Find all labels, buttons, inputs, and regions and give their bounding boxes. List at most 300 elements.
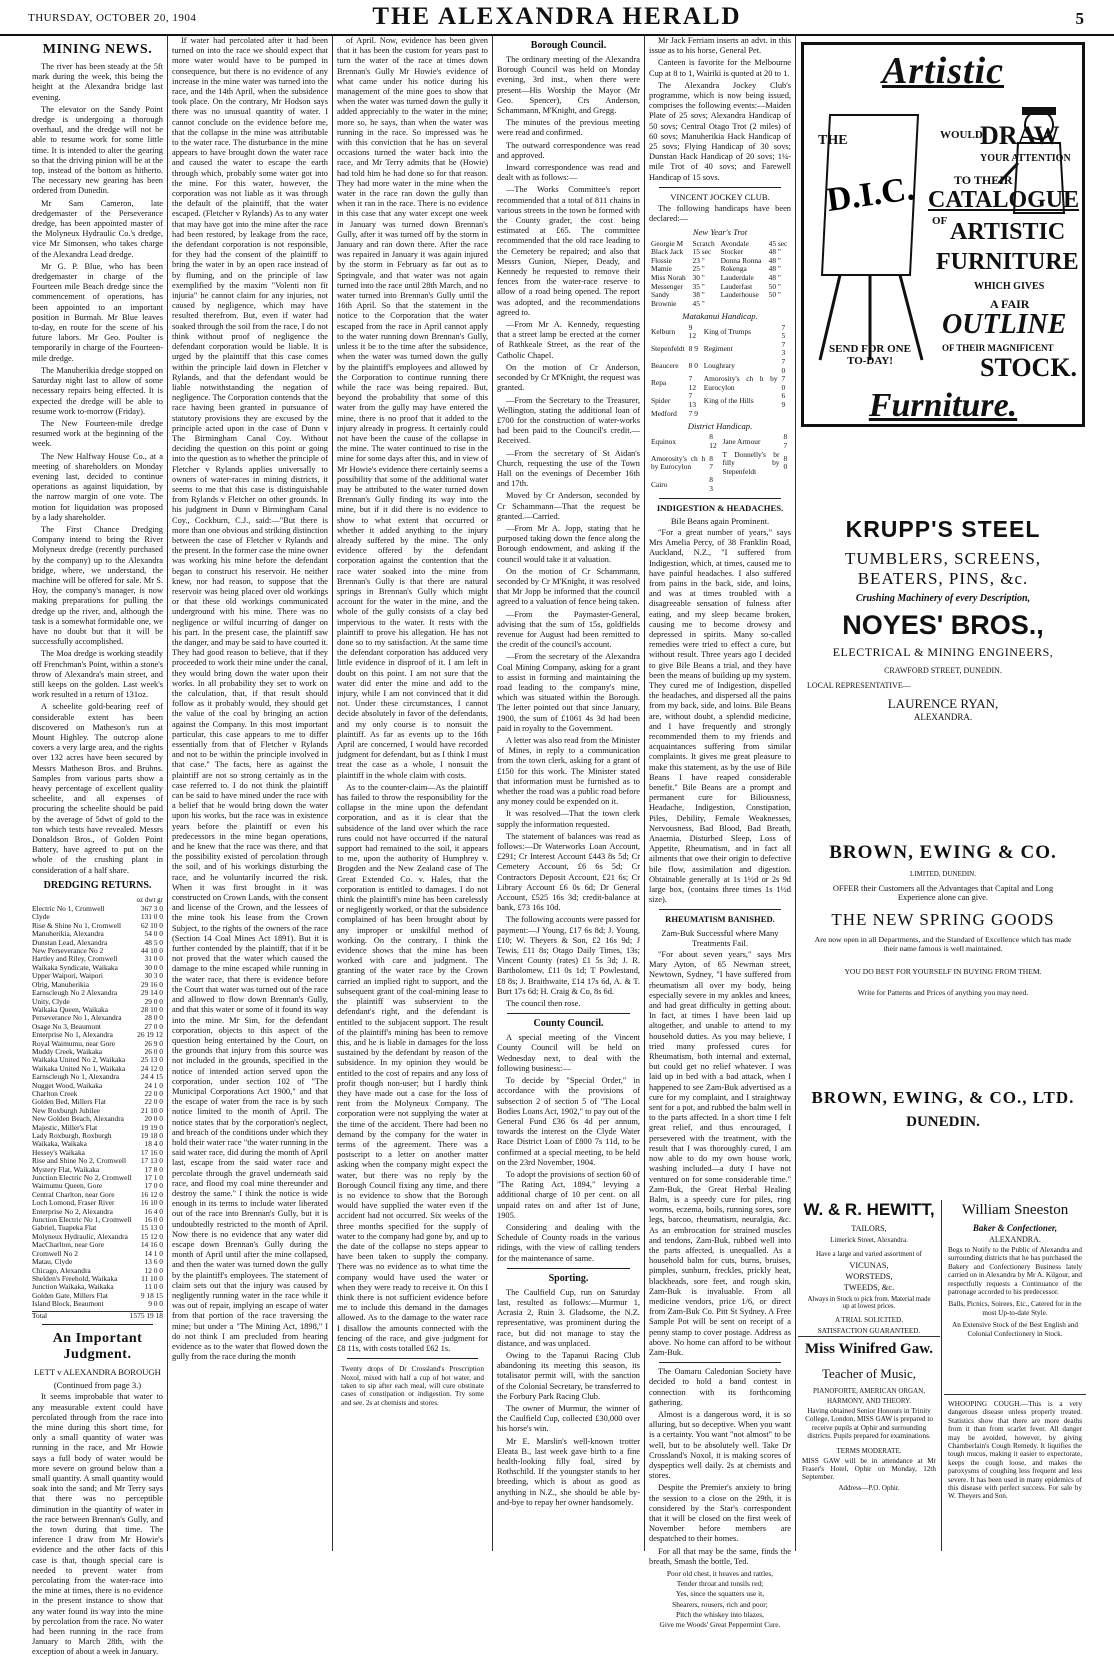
dredge-yield: 17 8 0 bbox=[144, 1164, 163, 1174]
rheumatism-heading: RHEUMATISM BANISHED. bbox=[665, 914, 775, 925]
vjc-heading: VINCENT JOCKEY CLUB. bbox=[670, 191, 770, 202]
dredge-yield: 22 0 0 bbox=[144, 1088, 163, 1098]
horse-name: Stepenfeldt bbox=[651, 344, 685, 354]
horse-name: T Donnelly's br filly by Stepenfeldt bbox=[722, 449, 780, 476]
hewitt-line-3: WORSTEDS, bbox=[845, 1272, 893, 1281]
judgment-heading: An Important Judgment. bbox=[52, 1330, 143, 1362]
sneeston-stock: An Extensive Stock of the Best English and Colonial Confectionery in Stock. bbox=[952, 1321, 1078, 1338]
dredge-name: Rise & Shine No 1, Cromwell bbox=[32, 920, 122, 930]
horse-name: Amorosity's ch h by Eurocylon bbox=[703, 374, 778, 392]
caledonian-note: The Oamaru Caledonian Society have decided to hold a band contest in connection with its forthcoming gathering. bbox=[649, 1367, 791, 1407]
horse-name: Equinox bbox=[651, 436, 677, 446]
verse-line: Shearers, rousers, rich and poor; bbox=[672, 1599, 768, 1609]
dredge-yield: 26 19 12 bbox=[137, 1030, 163, 1040]
dredge-name: Upper Waipori, Waipori bbox=[32, 971, 103, 981]
handicap-value: 7 5 bbox=[781, 322, 786, 341]
dredge-name: Lady Roxburgh, Roxburgh bbox=[32, 1131, 112, 1141]
dredge-yield: 16 12 0 bbox=[140, 1189, 163, 1199]
handicap-row bbox=[649, 341, 791, 358]
dredge-name: Hartley and Riley, Cromwell bbox=[32, 954, 118, 964]
district-heading: District Handicap. bbox=[687, 421, 753, 432]
handicap-value: 48 " bbox=[768, 255, 781, 265]
dic-outline: OUTLINE bbox=[942, 309, 1067, 340]
dredge-name: Olrig, Manuherikia bbox=[32, 979, 90, 989]
dredge-name: Golden Gate, Millers Flat bbox=[32, 1290, 108, 1300]
issue-date: THURSDAY, OCTOBER 20, 1904 bbox=[28, 12, 197, 24]
hewitt-line-2: VICUNAS, bbox=[849, 1261, 889, 1270]
horse-name bbox=[720, 476, 781, 493]
paragraph: The First Chance Dredging Company intend to bring the River Molyneux dredge (recently purchased by the company) up to the Alexandra bridge, where, we understand, the machine will be offered for sale. Mr S. Hoy, the company's manager, is now making preparations for pulling the dredge up the river, and, although the task is a somewhat formidable one, we have no doubt but that it will be successfully accomplished. bbox=[32, 524, 163, 647]
noxol-note: Almost is a dangerous word, it is so alluring, but so deceptive. When you want is a certainty. You want "not almost" to be well, but to be absolutely well. Take Dr Crossland's Noxol, it is making scores of dyspeptics well daily. 2s at chemists and stores. bbox=[649, 1409, 791, 1481]
handicap-value: 7 0 bbox=[781, 374, 786, 392]
paragraph: The owner of Murmur, the winner of the Caulfield Cup, collected £30,000 over his horse's win. bbox=[497, 1403, 640, 1434]
sporting-notes bbox=[649, 36, 791, 183]
dredge-yield: 18 4 0 bbox=[144, 1139, 163, 1149]
paragraph: On the motion of Cr Schammann, seconded by Cr M'Knight, it was resolved that Mr Jopp be informed that the council agreed to a valuation of fence being taken. bbox=[497, 566, 640, 607]
handicap-value: 48 " bbox=[768, 247, 781, 257]
dredge-yield: 54 0 0 bbox=[144, 929, 163, 939]
dredge-yield: 15 12 0 bbox=[140, 1231, 163, 1241]
handicap-row bbox=[649, 451, 791, 477]
new-years-trot-heading: New Year's Trot bbox=[692, 227, 748, 238]
paragraph: A special meeting of the Vincent County Council will be held on Wednesday next, to deal with the following business:— bbox=[497, 1033, 640, 1073]
paragraph: The New Fourteen-mile dredge resumed work at the beginning of the week. bbox=[32, 418, 163, 449]
paragraph: —From the secretary of the Alexandra Coal Mining Company, asking for a grant to assist in forming and maintaining the road leading to the company's mine, which was situated within the Borough. The letter pointed out that since January, 1900, the sum of £1061 4s 3d had been paid in royalty to the Government. bbox=[497, 652, 640, 733]
paragraph: —From the Secretary to the Treasurer, Wellington, stating the additional loan of £700 for the construction of water-works had been paid to the Council's credit.—Received. bbox=[497, 395, 640, 446]
paragraph: —From Mr A. Jopp, stating that he purposed taking down the fence along the Borough endowment, and asking if the council would take it at valuation. bbox=[497, 523, 640, 564]
krupp-line-3: Crushing Machinery of every Description, bbox=[855, 593, 1031, 604]
dredge-yield: 15 13 0 bbox=[140, 1223, 163, 1233]
horse-name: Lauderdale bbox=[720, 273, 754, 283]
dic-a-fair: A FAIR bbox=[990, 297, 1030, 311]
borough-council-heading: Borough Council. bbox=[530, 40, 607, 51]
handicap-value: 30 " bbox=[692, 273, 705, 283]
gaw-ad bbox=[798, 1336, 940, 1551]
dredge-name: Molyneux Hydraulic, Alexandra bbox=[32, 1231, 128, 1241]
horse-name: Mamie bbox=[651, 264, 672, 274]
whooping-cough-text: WHOOPING COUGH.—This is a very dangerous disease unless properly treated. Statistics show that there are more deaths from it than from scarlet fever. All danger may be avoided, however, by giving Chamberlain's Cough Remedy. It liquifies the tough mucus, making it easier to expectorate, keeps the cough loose, and makes the paroxysms of coughing less frequent and less severe. It has been used in many epidemics of this disease with perfect success. For sale by W. Theyers and Son. bbox=[948, 1400, 1082, 1501]
handicap-value: 50 " bbox=[768, 281, 781, 291]
horse-name: Stocker bbox=[720, 247, 744, 257]
horse-name: Georgie M bbox=[651, 238, 684, 248]
paragraph: "For a great number of years," says Mrs Amelia Percy, of 38 Franklin Road, Auckland, N.Z., "I suffered from Indigestion, which, at times, caused me to have painful headaches. I also suffered from pains in the back, side, and loins, and was at times troubled with a disagreeable sensation of fulness after eating, and my sleep became broken, causing me to become drowsy and depressed in spirits. Many so-called remedies were tried to effect a cure, but without result. Three years ago I decided to give Bile Beans a trial, and they have been the means of building up my system. They cured me of Indigestion, dispelled the headaches, and dispersed all the pains from my back, side, and loins. Bile Beans are, without doubt, a splendid medicine, and I have frequently and strongly recommended them to my friends and acquaintances suffering from similar complaints. It gives me great pleasure to make this statement, as by the use of Bile Beans I have reaped considerable benefit." Bile Beans are a prompt and permanent cure for Biliousness, Headache, Indigestion, Constipation, Piles, Debility, Female Weaknesses, Nervousness, Bad Blood, Bad Breath, Anaemia, Disturbed Sleep, Loss of Appetite, Rheumatism, and in fact all ailments that owe their origin to defective bile flow, assimilation and digestion. Obtainable generally at 1s 1½d or 2s 9d large box, (contains three times 1s 1½d size). bbox=[649, 527, 791, 905]
column-mining-news bbox=[28, 36, 167, 1657]
dic-artistic: ARTISTIC bbox=[950, 219, 1066, 245]
dredge-yield: 25 13 0 bbox=[140, 1055, 163, 1065]
handicap-value: 9 12 bbox=[688, 322, 697, 341]
paragraph: The ordinary meeting of the Alexandra Borough Council was held on Monday evening, 3rd inst., when there were present—His Worship the Mayor (Mr Geo. Spencer), Crs Anderson, Schammann, M'Knight, and Gregg. bbox=[497, 55, 640, 116]
dredge-yield: 28 10 0 bbox=[140, 1004, 163, 1014]
handicap-value: 8 0 bbox=[783, 453, 788, 472]
dredge-name: Gabriel, Tuapeka Flat bbox=[32, 1223, 97, 1233]
dredge-yield: 48 5 0 bbox=[144, 937, 163, 947]
dredge-name: Muddy Creek, Waikaka bbox=[32, 1046, 103, 1056]
column-judgment-end bbox=[333, 36, 492, 1551]
paragraph: On the motion of Cr Anderson, seconded by Cr M'Knight, the request was granted. bbox=[497, 362, 640, 393]
horse-name: Spider bbox=[651, 395, 671, 405]
masthead bbox=[0, 0, 1114, 36]
dredge-yield: 44 10 0 bbox=[140, 946, 163, 956]
column-local-news bbox=[493, 36, 644, 1551]
dredge-name: Unity, Clyde bbox=[32, 996, 70, 1006]
handicap-value: 8 9 bbox=[688, 344, 698, 354]
handicap-row bbox=[649, 375, 791, 392]
judgment-continued: (Continued from page 3.) bbox=[53, 1380, 142, 1391]
handicap-value bbox=[780, 410, 791, 419]
handicap-value: 8 7 bbox=[783, 432, 788, 450]
dredge-name: Enterprise No 2, Alexandra bbox=[32, 1206, 113, 1216]
handicap-row bbox=[649, 324, 791, 341]
verse-line: Give me Woods' Great Peppermint Cure. bbox=[659, 1620, 781, 1630]
dredge-yield: 29 16 0 bbox=[140, 979, 163, 989]
horse-name: Medford bbox=[651, 408, 677, 418]
dredge-yield: 14 16 0 bbox=[140, 1240, 163, 1250]
dredge-name: New Roxburgh Jubilee bbox=[32, 1105, 101, 1115]
gaw-terms: TERMS MODERATE. bbox=[836, 1446, 902, 1455]
brown-ewing-ltd-ad bbox=[801, 1088, 1085, 1148]
dredge-name: Clyde bbox=[32, 912, 50, 922]
dredge-yield: 16 4 0 bbox=[144, 1206, 163, 1216]
handicap-value: 23 " bbox=[692, 255, 705, 265]
hewitt-line-4: TWEEDS, &c. bbox=[843, 1283, 895, 1292]
verse-line: Pitch the whiskey into blazes, bbox=[675, 1609, 765, 1619]
verse-line: Tender throat and tonsils red; bbox=[676, 1579, 764, 1589]
dredge-yield: 19 18 0 bbox=[140, 1131, 163, 1141]
horse-name bbox=[719, 300, 767, 309]
sporting-body bbox=[497, 1288, 640, 1508]
paragraph: "For about seven years," says Mrs Mary Ayton, of 65 Newman street, Newtown, Sydney, "I have suffered from rheumatism all over my body, being especially severe in my ankles and knees, and had great difficulty in getting about. In fact, at times I have been laid up altogether, and unable to attend to my household duties. As you may believe, I tried many professed cures for Rheumatism, both internal and external, but could get no relief whatever. I was laid up in bed with a bad attack, when I happened to see Zam-Buk advertised as a cure for my complaint, and I straightway sent for a pot, and rubbed the balm well in to the parts affected. In a short time I felt great relief, and thus encouraged, I persevered with the treatment, with the result that I was thoroughly cured, I am now able to do my own house work, washing included—a duty I have not ventured on for some considerable time." Zam-Buk, the Great Herbal Healing Balm, is a speedy cure for piles, ring worms, eczema, boils, running sores, sore legs, barcoo, rheumatism, neuralgia, &c. As an embrocation for strained muscles and tendons, Zam-Buk, rubbed well into the parts affected, is unequalled. As a household balm for cuts, burns, bruises, pimples, sunburn, freckles, prickly heat, blackheads, sore feet, and rough skin, Zam-Buk is invaluable. From all medicine vendors, price 1/6, or direct from Zam-Buk Co. Pitt St Sydney. A Free Sample Pot will be sent on receipt of a penny stamp to cover postage. Address as above. No home can afford to be without Zam-Buk. bbox=[649, 950, 791, 1357]
paragraph: A scheelite gold-bearing reef of considerable extent has been discovered on Matheson's run at Mount Highley. The outcrop alone covers a very large area, and the rights over 132 acres have been secured by Messrs Matheson Bros. and Bruhns. Samples from various parts show a heavy percentage of excellent quality scheelite, and all expenses of procuring the scheelite should be paid by the average of 5dwt of gold to the ton which tests have revealed. Messrs Donaldson Bros., of Golden Point Battery, have agreed to put on the whole of the crushing plant in consideration of a half share. bbox=[32, 702, 163, 875]
furniture-banner: Furniture. bbox=[868, 387, 1018, 424]
return-row bbox=[32, 1300, 163, 1308]
returns-total-row bbox=[32, 1311, 163, 1320]
dredge-yield: 14 1 0 bbox=[144, 1248, 163, 1258]
brown-ewing-sub: LIMITED, DUNEDIN. bbox=[910, 870, 976, 878]
paragraph: It was resolved—That the town clerk supply the information requested. bbox=[497, 809, 640, 829]
matakanui-table bbox=[649, 324, 791, 419]
judgment-body-end bbox=[337, 36, 488, 1354]
brown-ewing-title: BROWN, EWING & CO. bbox=[829, 842, 1057, 863]
paragraph: Considering and dealing with the Schedule of County roads in the various ridings, with the view of calling tenders for the maintenance of same. bbox=[497, 1222, 640, 1263]
dredge-name: Majestic, Miller's Flat bbox=[32, 1122, 98, 1132]
dredge-yield: 17 13 0 bbox=[140, 1156, 163, 1166]
newspaper-title: THE ALEXANDRA HERALD bbox=[372, 3, 742, 30]
paragraph: The Alexandra Jockey Club's programme, which is now being issued, comprises the following events:—Maiden Plate of 25 sovs; Alexandra Handicap of 50 sovs; Central Otago Trot (2 miles) of 60 sovs; Manuherikia Hack Handicap of 25 sovs; Flying Handicap of 30 sovs; Dunstan Hack Handicap of 20 sovs; 1¼-mile Trot of 40 sovs; and Farewell Handicap of 15 sovs. bbox=[649, 80, 791, 182]
handicap-row bbox=[649, 300, 791, 309]
dredge-name: Island Block, Beaumont bbox=[32, 1299, 104, 1309]
new-years-trot-table bbox=[649, 240, 791, 309]
column-notices bbox=[645, 36, 795, 1630]
brown-ewing-offer: OFFER their Customers all the Advantages that Capital and Long Experience alone can give. bbox=[832, 884, 1054, 902]
dredge-name: Dunstan Lead, Alexandra bbox=[32, 937, 108, 947]
horse-name: Messenger bbox=[651, 281, 684, 291]
returns-total-label: Total bbox=[32, 1310, 48, 1320]
handicap-value: 7 13 bbox=[688, 391, 697, 409]
rheumatism-subheading: Zam-Buk Successful where Many Treatments Fail. bbox=[661, 927, 779, 948]
dredge-name: Junction Waikaka, Waikaka bbox=[32, 1282, 114, 1292]
paragraph: of April. Now, evidence has been given that it has been the custom for years past to turn the water of the race at times down Brennan's Gully Mr Howie's evidence of what came under his notice during his management of the mine goes to show that when the water was turned down the gully it added appreciably to the water in the mine; more so, he says, than when the water was running in the race. So impressed was he with this conviction that he has on several occasions turned the water back into the race, and Mr Terry admits that he (Howie) had told him he had done so for that reason. They had more water in the mine when the water in the race ran down the gully than when it ran in the race. There is no evidence in this case that any water except one week in January was turned down Brennan's Gully, after it was turned off by the storm in January and ran down there. After the race was repaired in January it was again injured by the storm in February as far out as to Springvale, and that water was not again turned into the race until 28th March, and no water turned into Brennan's Gully until the 16th April. So that the statement in the notice to the Corporation that the water escaped from the race in April cannot apply to the water running down Brennan's Gully, unless it be to the time after the subsidence, when the water was turned down the gully by the plaintiff's employees and allowed by the Corporation to continue running there while the race was being repaired. But, beyond the probability that some of this water from the gully may have entered the mine, there is no proof that it added to the injury already in progress. It certainly could not have been the cause of the collapse in the mine. The water continued to rise in the mine for some days after this, and in view of Mr Howie's evidence there certainly seems a possibility that some of the additional water may be attributed to the water turned down Brennan's Gully finding its way into the mine, but if it did there is no evidence to show to what extent that occurred or whether it added anything to the injury already suffered by the mine. The only evidence offered by the defendant corporation against the contention that the race water soaked into the mine from Brennan's Gully is that there are natural springs in Brennan's Gully which might account for the water in the mine, and the whole of the gully consists of a clay bed impervious to the water. It rests with the plaintiff to prove his allegation. He has not done so to my satisfaction. At the same time the defendant corporation has adduced very little evidence in disproof of it. I am left in doubt on this point. I am not sure that the water did enter the mine and add to the injury, while I am not convinced that it did not. Under these circumstances, I cannot decide absolutely in favor of the defendants, and my only course is to nonsuit the plaintiff. As far as events up to the 16th April are concerned, I would have recorded judgment for defendant, but as I think I must treat the case as a whole, I nonsuit the plaintiff in the whole claim with costs. bbox=[337, 36, 488, 780]
dredging-returns-table bbox=[32, 905, 163, 1309]
whooping-cough-notice bbox=[944, 1394, 1086, 1551]
sneeston-body: Begs to Notify to the Public of Alexandra and surrounding districts that he has purchased the Bakery and Confectionery Business lately carried on in Alexandra by Mr A. Kilgour, and respectfully requests a Continuance of the patronage accorded to his predecessor. bbox=[948, 1246, 1082, 1297]
horse-name: Kelburn bbox=[651, 326, 676, 336]
handicap-value: 8 0 bbox=[688, 361, 698, 371]
dredge-yield: 30 3 0 bbox=[144, 971, 163, 981]
dredge-name: Nugget Wood, Waikaka bbox=[32, 1080, 103, 1090]
horse-name: Miss Norah bbox=[651, 273, 686, 283]
brown-ewing-ltd-town: DUNEDIN. bbox=[906, 1114, 980, 1130]
dredge-yield: 131 0 0 bbox=[140, 912, 163, 922]
local-rep-town: ALEXANDRA. bbox=[913, 712, 973, 722]
dredge-yield: 9 18 15 bbox=[140, 1290, 163, 1300]
horse-name: Beaucere bbox=[651, 361, 679, 371]
paragraph: The Caulfield Cup, run on Saturday last, resulted as follows:—Murmur 1, Acrasia 2, Ruin 3. Gladsome, the N.Z. representative, was prominent during the race, but did not manage to stay the distance, and was unplaced. bbox=[497, 1287, 640, 1348]
indigestion-subheading: Bile Beans again Prominent. bbox=[670, 515, 770, 526]
handicap-value: 35 " bbox=[692, 281, 705, 291]
write-for-patterns: Write for Patterns and Prices of anything you may need. bbox=[857, 988, 1029, 997]
paragraph: The following accounts were passed for payment:—J Young, £17 6s 8d; J. Young, £10; W. Theyers & Son, £2 16s 9d; J Tewis, £11 8s; Otago Daily Times, 13s; Vincent County (rates) £1 5s 3d; J. R. Bartholomew, £11 0s 1d; T Powlestand, £8 8s; J. Braithwaite, £14 17s 6d, A. & T. Burt 17s 6d; H. Craig & Co, 8s 6d. bbox=[497, 915, 640, 996]
dredge-name: Rise and Shine No 2, Cromwell bbox=[32, 1156, 127, 1166]
gaw-sub: Teacher of Music, bbox=[821, 1366, 917, 1381]
handicap-value: 50 " bbox=[768, 290, 781, 300]
hewitt-line-7: SATISFACTION GUARANTEED. bbox=[817, 1327, 921, 1335]
paragraph: The council then rose. bbox=[506, 999, 581, 1009]
noxol-notice: Twenty drops of Dr Crossland's Prescription Noxol, mixed with half a cup of hot water, and taken to sip after each meal, will cure obstinate cases of constipation or indigestion. Try some and see. 2s at chemists and stores. bbox=[341, 1365, 484, 1407]
borough-council-body bbox=[497, 55, 640, 1009]
hewitt-line-1: Have a large and varied assortment of bbox=[816, 1250, 922, 1258]
dredge-yield: 367 3 0 bbox=[140, 904, 163, 914]
paragraph: Moved by Cr Anderson, seconded by Cr Schammann—That the request be granted.—Carried. bbox=[497, 491, 640, 521]
sneeston-town: ALEXANDRA. bbox=[989, 1235, 1041, 1244]
paragraph: Mr Sam Cameron, late dredgemaster of the Perseverance dredge, has been appointed master of the Molyneux Hydraulic Co.'s dredge, vice Mr Simonsen, who takes charge of the Alexandra Lead dredge. bbox=[32, 198, 163, 259]
paragraph: If water had percolated after it had been turned on into the race we should expect that more water would have to be pumped in consequence, but there is no evidence of any increase in the mine water was turned into the race, and the 14th April, when the subsidence took place. On the contrary, Mr Hodson says there was no unusual quantity of water. I cannot conclude on the evidence before me, that the collapse in the mine was attributable to the water race. The disturbance in the mine appears to have brought down the water race and caused the water to escape the earth through which, probably some water got into the mine. For this water, however, the corporation was not liable as it was through the default of the plaintiff, that the water escaped. (Fletcher v Rylands) As to any water that may have got into the mine after the race had been restored, by leakage from the race, the defendant corporation is not responsible, for they had the consent of the plaintiff to bring the water in by an open race instead of by fluming, and on the principle of law exemplified by the maxim "Volenti non fit injuria" he cannot claim for any injuries, not caused by negligence, which may have resulted therefrom. But, even if water had soaked through the soil from the race, I do not think without proof of negligence the defendant corporation would be liable. It is urged by the plaintiff that this case comes within the principle laid down in Fletcher v Rylands, and that the defendant would be liable notwithstanding the negation of negligence. The Corporation contends that the race having been granted in pursuance of statutory provisions they are excused by the principle acted upon in the case of Dunn v The Birmingham Canal Coy. Without deciding the question on this point or going into the question as to whether the principle of Fletcher v Rylands applies universally to owners of water-races in mining districts, it seems to me that this case is distinguishable from Rylands v Fletcher on other grounds. In his judgment in Dunn v Birmingham Canal Coy., Cockburn, C.J., said:—"But there is more than one obvious and striking distinction between the case of Fletcher v Rylands and the present. In the former case the mine owner was working his mine before the defendant began to construct his reservoir. He neither knew, nor had reason, to suppose that the reservoir was being placed over old workings or that these old workings communicated underground with his mine. There was no negligence or wilful incurring of danger on his part. In the present case, the plaintiff saw the danger, and may be said to have courted it. They had good reason to believe, that if they proceeded to work their mine under the canal, they would bring down the water upon their works. In all probability they set to work on the calculation, that, if that result should follow as it probably would, they should get the value of the coal by bringing an action against the Company. In this most important particular, this case appears to me to differ essentially from that of Fletcher v Rylands and not to be within the principle involved in that case." The facts, here as against the plaintiff are not so strong certainly as in the case referred to. I do not think the plaintiff can be said to have mined under the race with a belief that he would bring down the water upon his works, but the race was in existence years before the plaintiff or even his predecessors in the mine began operations, and he knew that the race was there, and that the possibility existed of percolation through the soil, and of his workings disturbing the race, and he voluntarily incurred the risk. When it was first brought in it was constructed on Crown Lands, with the consent and license of the Crown, and the lessees of the mine took his lease from the Crown Subject, to the rights of the owners of the race (Section 14 Coal Mines Act 1891). But it is further contended by the plaintiff, that if it be not proved that the water which caused the damage to the mine escaped while running in the water race, that there is evidence before the Court that water was turned out of the race and allowed to flow down Brennan's Gully, and that this water or some of it found its way into the mine. Mr Sim, for the defendant corporation, objects to this aspect of the question being entertained by the Court, on the grounds that injury from this source was not included in the grounds, specified in the notice of intended action served upon the corporation, under section 102 of "The Municipal Corporations Act 1900," and that the escape of water from the race is by such notice limited to the month of April. The notice states that by the corporation's neglect, and breach of the conditions under which they hold their water race "the water running in the said water race, did during the month of April last, escape from the said water race and percolate through the gravel underneath said race, and flood my coal mine thereunder and destroy the same." I think the notice is wide enough in its terms to include water liberated out of the race into Brennan's Gully, but it is undoubtedly restricted to the month of April. Now there is no evidence that any water did escape down Brennan's Gully during the month of April until after the mine collapsed, and then the water was turned down the gully by the plaintiff's employees. The statement of claim sets out that the injury was caused by negligently running water in the race while it was out of repair, implying an escape of water from that portion of the race traversing the mine; but under a "The Mining Act, 1898," I do not think I am precluded from hearing evidence as to the water that flowed down the gully from the race during the month bbox=[172, 36, 328, 1362]
paragraph: The elevator on the Sandy Point dredge is undergoing a thorough overhaul, and the dredge will not be able to resume work for some little time. It is intended to alter the gearing so that the driving pinion will be at the top, instead of the bottom as hitherto. The necessary new gearing has been ordered from Dunedin. bbox=[32, 104, 163, 196]
dredge-name: MacCharlton, near Gore bbox=[32, 1240, 105, 1250]
horse-name: Regiment bbox=[703, 344, 733, 354]
dredge-yield: 27 0 0 bbox=[144, 1021, 163, 1031]
noyes-trade: ELECTRICAL & MINING ENGINEERS, bbox=[832, 645, 1054, 659]
dredge-yield: 26 9 0 bbox=[144, 1038, 163, 1048]
gaw-title: Miss Winifred Gaw. bbox=[805, 1341, 933, 1357]
returns-unit: oz dwt gr bbox=[136, 895, 163, 904]
dredge-name: Cromwell No 2 bbox=[32, 1248, 78, 1258]
dic-draw: DRAW bbox=[980, 121, 1060, 150]
paragraph: —From the secretary of St Aidan's Church, requesting the use of the Town Hall on the evenings of December 16th and 17th. bbox=[497, 448, 640, 489]
brown-ewing-ltd-title: BROWN, EWING, & CO., LTD. bbox=[811, 1088, 1075, 1107]
noyes-title: NOYES' BROS., bbox=[842, 610, 1044, 640]
paragraph: Mr G. P. Blue, who has been dredgemaster in charge of the Fourteen mile Beach dredge since the commencement of operations, has been appointed to an important position in Burmah. Mr Blue leaves to-day, en route for the scene of his future labors. Mr Geo. Poulter is temporarily in charge of the Fourteen-mile dredge. bbox=[32, 261, 163, 363]
dredge-name: Shelden's Freehold, Waikaka bbox=[32, 1273, 118, 1283]
dredge-yield: 20 0 0 bbox=[144, 1114, 163, 1124]
handicap-value: 48 " bbox=[768, 264, 781, 274]
sneeston-balls: Balls, Picnics, Soirees, Etc., Catered for in the most Up-to-date Style. bbox=[948, 1300, 1082, 1317]
paragraph: Mr E. Marslin's well-known trotter Eleata B., last week gave birth to a fine health-looking filly foal, sired by Rothschild. If the youngster stands to her breeding, which is about as good as anything in N.Z., she should be able by-and-bye to repay her owner handsomely. bbox=[497, 1436, 640, 1507]
judgment-subtitle: LETT v ALEXANDRA BOROUGH bbox=[34, 1366, 161, 1377]
dredge-yield: 12 0 0 bbox=[144, 1265, 163, 1275]
krupp-line-2: BEATERS, PINS, &c. bbox=[857, 569, 1029, 588]
horse-name: Lauderfast bbox=[720, 281, 753, 291]
session-note: Despite the Premier's anxiety to bring the session to a close on the 29th, it is considered by the Star's correspondent that it will be closed on the first week of November before members are despatched to their homes. bbox=[649, 1483, 791, 1544]
handicap-value: 7 3 bbox=[781, 339, 786, 358]
paragraph: The statement of balances was read as follows:—Dr Waterworks Loan Account, £291; Cr Interest Account £443 8s 5d; Cr Cemetery Account, £6 6s 5d; Cr Contractors Deposit Account, £21 6s; Cr Library Account £6 0s 6d; Dr General Account, £525 16s 3d; credit-balance at bank, £73 16s 10d. bbox=[497, 831, 640, 913]
dredge-name: Earnscleugh No 1, Alexandra bbox=[32, 1072, 120, 1082]
county-council-body bbox=[497, 1033, 640, 1263]
gaw-line-2: HARMONY, AND THEORY. bbox=[826, 1397, 912, 1405]
column-rule bbox=[795, 36, 796, 1551]
dredge-name: New Perseverance No 2 bbox=[32, 946, 104, 956]
dredge-name: Earnscleugh No 2 Alexandra bbox=[32, 988, 118, 998]
verse bbox=[649, 1569, 791, 1630]
dic-send: SEND FOR ONE TO-DAY! bbox=[829, 343, 911, 367]
handicap-value: 45 sec bbox=[768, 238, 788, 248]
verse-lead: For all that may be the same, finds the breath, Smash the bottle, Ted. bbox=[649, 1546, 791, 1566]
dredge-name: Royal Waimumu, near Gore bbox=[32, 1038, 116, 1048]
handicap-value: 6 9 bbox=[781, 391, 786, 409]
paragraph: —From Mr A. Kennedy, requesting that a street lamp be erected at the corner of Rathkeale Street, as the rear of the Catholic Chapel. bbox=[497, 320, 640, 360]
dredge-name: Enterprise No 1, Alexandra bbox=[32, 1030, 113, 1040]
dic-attention: YOUR ATTENTION bbox=[980, 153, 1071, 164]
horse-name: Rokenga bbox=[720, 264, 747, 274]
dredge-yield: 21 10 0 bbox=[140, 1105, 163, 1115]
horse-name: Donna Ronna bbox=[720, 255, 762, 265]
district-table bbox=[649, 433, 791, 493]
verse-line: Yes, since the squatters use it, bbox=[675, 1589, 765, 1599]
paragraph: It seems improbable that water to any measurable extent could have percolated through from the race into the mine during this short time, for only a small quantity of water was running in the race, and Mr Howie says a full body of water would be more severe on ground below than a small quantity. A small quantity would soak into the sand; and Mr Terry says that there was no perceptible diminution in the quantity of water in the race between Brennan's Gully, and the town during that time. The inference I draw from Mr Howie's evidence and the other facts of this case is that, though special care is needed to prevent water from percolating from the water-race into the mine at times, there is no evidence in the present instance to show that any water found its way into the mine by percolation from the race. No water had been running in the race from January to March 28th, with the exception of about a week in January. bbox=[32, 1392, 163, 1657]
horse-name: King of Trumps bbox=[703, 326, 752, 336]
dredge-name: Electric No 1, Cromwell bbox=[32, 904, 105, 914]
dic-of-their: OF THEIR MAGNIFICENT bbox=[942, 343, 1054, 353]
indigestion-heading: INDIGESTION & HEADACHES. bbox=[656, 502, 784, 513]
dredge-name: Hessey's Waikaka bbox=[32, 1147, 85, 1157]
dredge-yield: 16 0 0 bbox=[144, 1215, 163, 1225]
krupp-title: KRUPP'S STEEL bbox=[845, 516, 1041, 542]
hewitt-title: W. & R. HEWITT, bbox=[803, 1200, 935, 1219]
verse-line: Poor old chest, it heaves and rattles, bbox=[666, 1569, 774, 1579]
dredge-yield: 17 16 0 bbox=[140, 1147, 163, 1157]
dredge-yield: 17 0 0 bbox=[144, 1181, 163, 1191]
handicap-value: 45 " bbox=[692, 298, 705, 308]
horse-name: Amorosity's ch h by Eurocylon bbox=[651, 453, 706, 472]
dredge-yield: 22 0 0 bbox=[144, 1097, 163, 1107]
dredge-yield: 62 10 0 bbox=[140, 920, 163, 930]
horse-name: Avondale bbox=[720, 238, 749, 248]
spring-open: Are now open in all Departments, and the Standard of Excellence which has made their name famous is well maintained. bbox=[814, 935, 1072, 953]
handicap-row bbox=[649, 410, 791, 419]
dredge-name: Junction Electric No 1, Cromwell bbox=[32, 1215, 132, 1225]
dredge-name: Charlton Creek bbox=[32, 1088, 78, 1098]
handicap-row bbox=[649, 433, 791, 450]
dredge-yield: 9 0 0 bbox=[148, 1299, 163, 1309]
dredge-name: Perseverance No 1, Alexandra bbox=[32, 1013, 122, 1023]
paragraph: As to the counter-claim—As the plaintiff has failed to throw the responsibility for the collapse in the mine upon the defendant corporation, and as it is clear that the subsidence of the land over which the race runs could not have occurred if the natural support had remained to the soil, it appears to me, upon the authority of Humphrey v. Brogden and the New Zealand case of The Great Extended Co. v. Hales, that the corporation is entitled to damages. I do not think the plaintiff's mine has been carelessly or negligently worked, or that the subsidence complained of has been brought about by any improper or unskilful method of working. On the contrary, I think the evidence shows that the mine has been worked with care and judgment. The granting of the water race by the Crown carried an implied right to support, and the subsequent grant of the coal-mining lease to the plaintiff was subservient to the defendant's right, and the defendant is entitled to the subjacent support. The result of the plaintiff's mining has been to remove this, and he is liable in damages for the loss sustained by the defendant by reason of the subsidence. In my opinion they would be entitled to the cost of repairs and any loss of profit though non-user; but I hardly think they have made out a case for the loss of rent from the Molyneux Company. The corporation were not supplying the water at the time of the accident. There had been no demand by the company for the water in terms of the agreement. There was a postscript to a letter on another matter asking when the company might expect the water, but there was no reply by the Borough Council fixing any time, and there is no evidence to show that the Borough would have supplied the water even if the accident had not occurred. Six weeks of the three months specified for the supply of water to the company had gone by, and up to the date of the collapse no steps appear to have been taken to supply the company. There was no evidence as to what time the company would have used the water or when they were ready to receive it. On this I think there is not sufficient evidence before me to include this demand in the damages allowed. As to the damage to the water race I disallow the amounts connected with the fencing of the race, and give judgment for £8 11s, with costs totalled £62 1s. bbox=[337, 782, 488, 1353]
dredge-yield: 13 6 0 bbox=[144, 1257, 163, 1267]
paragraph: The minutes of the previous meeting were read and confirmed. bbox=[497, 118, 640, 138]
handicap-row bbox=[649, 392, 791, 409]
judgment-body bbox=[32, 1392, 163, 1657]
dredge-yield: 19 19 0 bbox=[140, 1122, 163, 1132]
dredge-name: Mystery Flat, Waikaka bbox=[32, 1164, 100, 1174]
dredge-name: Waikaka United No 2, Waikaka bbox=[32, 1055, 126, 1065]
paragraph: —The Works Committee's report recommended that a total of 811 chains in various streets in the town be formed with the County grader, the cost being estimated at £65. The committee recommended that the old race leading to the Cemetery be repaired; and also that Messrs Gunion, Nieper, Deady, and Kennedy be requested to remove their fences from the water-race reserve to allow of a road being opened. The report was adopted, and the recommendations agreed to. bbox=[497, 185, 640, 317]
dredge-yield: 11 10 0 bbox=[141, 1273, 163, 1283]
handicap-row bbox=[649, 358, 791, 375]
easel-monogram: D.I.C. bbox=[824, 170, 917, 220]
horse-name: Black Jack bbox=[651, 247, 684, 257]
hewitt-ad bbox=[798, 1200, 940, 1335]
section-heading-mining-news: MINING NEWS. bbox=[42, 42, 153, 57]
dredge-yield: 17 1 0 bbox=[144, 1173, 163, 1183]
paragraph: The New Halfway House Co., at a meeting of shareholders on Monday evening last, decided to continue operations as against liquidation, by the narrow margin of one vote. The motion for liquidation was proposed by a lady shareholder. bbox=[32, 451, 163, 522]
dredge-name: Manuherikia, Alexandra bbox=[32, 929, 104, 939]
local-rep-label: LOCAL REPRESENTATIVE— bbox=[807, 681, 911, 690]
krupp-noyes-ad bbox=[801, 516, 1085, 768]
horse-name: King of the Hills bbox=[703, 395, 754, 405]
dredge-name: Central Charlton, near Gore bbox=[32, 1189, 115, 1199]
paragraph: The river has been steady at the 5ft mark during the week, this being the height at the Alexandra bridge last evening. bbox=[32, 62, 163, 102]
handicap-value: 7 9 bbox=[688, 408, 698, 418]
article-body bbox=[32, 62, 163, 876]
handicap-row bbox=[649, 476, 791, 493]
hewitt-address: Limerick Street, Alexandra. bbox=[830, 1236, 908, 1244]
dic-of: OF bbox=[932, 215, 948, 227]
dredge-name: Osage No 3, Beaumont bbox=[32, 1021, 101, 1031]
local-rep-name: LAURENCE RYAN, bbox=[887, 696, 999, 711]
dredge-yield: 11 0 0 bbox=[144, 1282, 163, 1292]
dredge-name: Golden Bed, Millers Flat bbox=[32, 1097, 106, 1107]
gaw-body: Having obtained Senior Honours in Trinity College, London, MISS GAW is prepared to receive pupils at Ophir and surrounding districts. Pupils prepared for examinations. bbox=[805, 1407, 933, 1441]
dic-which-gives: WHICH GIVES bbox=[974, 281, 1045, 292]
dredge-name: Loch Lomond, Fraser River bbox=[32, 1198, 115, 1208]
county-council-heading: County Council. bbox=[533, 1018, 604, 1030]
dic-catalogue: CATALOGUE bbox=[928, 187, 1080, 213]
handicap-value: 8 7 bbox=[709, 453, 713, 472]
handicap-value: 15 sec bbox=[692, 247, 712, 257]
krupp-line-1: TUMBLERS, SCREENS, bbox=[844, 549, 1042, 568]
paragraph: The Moa dredge is working steadily off Frenchman's Point, within a stone's throw of Alexandra's main street, and still keeps on the golden. Last week's work resulted in a return of 131oz. bbox=[32, 649, 163, 700]
sporting-heading: Sporting. bbox=[548, 1272, 589, 1284]
dredge-yield: 24 1 0 bbox=[144, 1080, 163, 1090]
sneeston-trade: Baker & Confectioner, bbox=[972, 1223, 1058, 1233]
dic-would: WOULD bbox=[940, 129, 983, 141]
dredge-name: Waikaka Queen, Waikaka bbox=[32, 1004, 109, 1014]
paragraph: Owing to the Tapanui Racing Club abandoning its meeting this season, its totalisator permit will, with the sanction of the Colonial Secretary, be transferred to the Forbury Park Racing Club. bbox=[497, 1350, 640, 1401]
vjc-intro: The following handicaps have been declared:— bbox=[649, 204, 791, 224]
dredge-name: Waikaka Syndicate, Waikaka bbox=[32, 962, 118, 972]
horse-name bbox=[702, 410, 780, 419]
horse-name: Lauderhouse bbox=[720, 290, 759, 300]
dic-furniture: FURNITURE bbox=[936, 249, 1079, 275]
dredge-name: Matau, Clyde bbox=[32, 1257, 73, 1267]
paragraph: A letter was also read from the Minister of Mines, in reply to a communication from the town clerk, asking for a grant of £150 for this work. The Minister stated that information must be furnished as to whether the road was a public road before any money could be expended on it. bbox=[497, 736, 640, 807]
handicap-value bbox=[767, 300, 791, 309]
handicap-value: 7 12 bbox=[688, 374, 697, 392]
gaw-line-1: PIANOFORTE, AMERICAN ORGAN, bbox=[813, 1387, 925, 1395]
dredge-yield: 29 0 0 bbox=[144, 996, 163, 1006]
handicap-value: 7 0 bbox=[781, 356, 786, 375]
hewitt-line-5: Always in Stock to pick from. Material made up at lowest prices. bbox=[807, 1296, 931, 1310]
dic-stock: STOCK. bbox=[980, 353, 1078, 382]
handicap-value: 8 3 bbox=[709, 475, 713, 493]
paragraph: To decide by "Special Order," in accordance with the provisions of subsection 2 of section 5 of "The Local Bodies Loans Act, 1902," to pay out of the General Fund £36 6s 4d per annum, towards the interest on the Clyde Water Race District Loan of £800 7s 11d, to be confirmed at a special meeting, to be held on the 23rd November, 1904. bbox=[497, 1076, 640, 1167]
paragraph: The Manuherikia dredge stopped on Saturday night last to allow of some necessary repairs being effected. It is expected the dredge will be able to resume work to-morrow (Friday). bbox=[32, 365, 163, 416]
horse-name: Brownie bbox=[651, 298, 677, 308]
paragraph: Mr Jack Ferriam inserts an advt. in this issue as to his horse, General Pet. bbox=[649, 36, 791, 56]
buy-from-them: YOU DO BEST FOR YOURSELF IN BUYING FROM THEM. bbox=[844, 967, 1042, 976]
dic-furniture-ad bbox=[801, 42, 1085, 427]
matakanui-heading: Matakanui Handicap. bbox=[682, 311, 758, 322]
judgment-body-continued bbox=[172, 36, 328, 1362]
gaw-attend: MISS GAW will be in attendance at Mr Fraser's Hotel, Ophir on Monday, 12th September. bbox=[802, 1456, 936, 1482]
